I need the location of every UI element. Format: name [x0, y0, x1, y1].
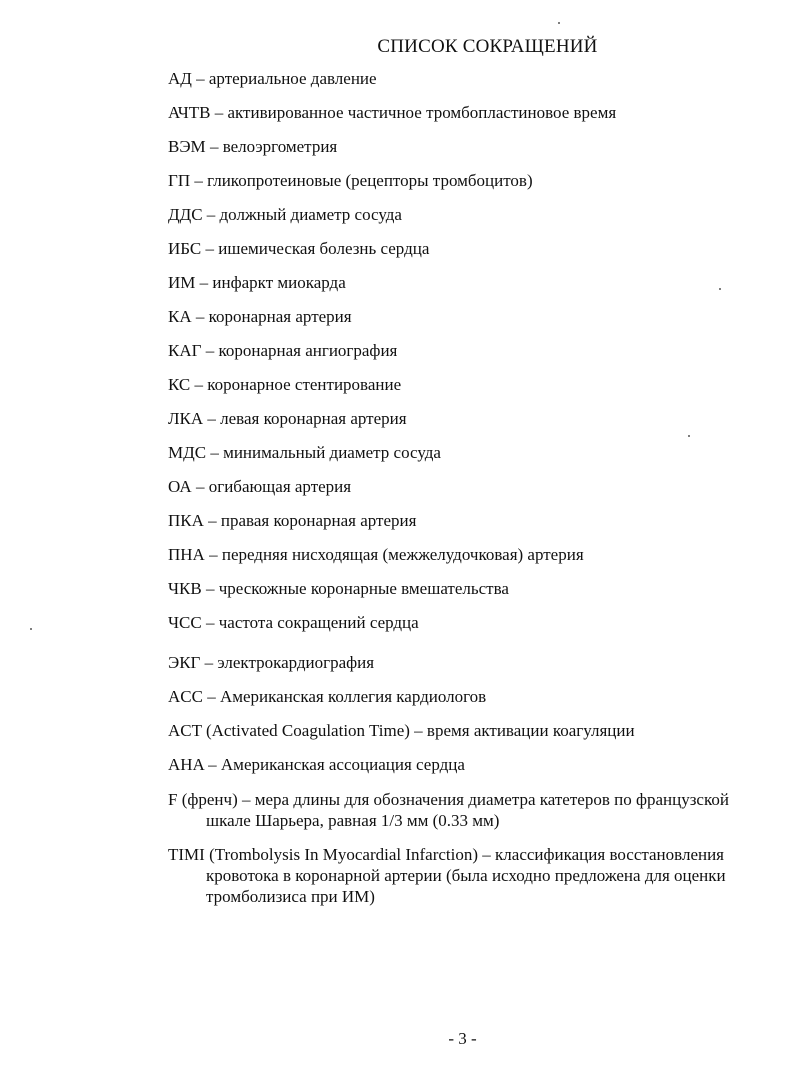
abbr-separator: –	[191, 307, 209, 326]
abbr-separator: –	[201, 613, 219, 632]
abbr-term: АД	[168, 69, 192, 88]
list-item	[168, 754, 766, 775]
list-item	[168, 204, 766, 225]
page-title: СПИСОК СОКРАЩЕНИЙ	[377, 36, 598, 57]
abbr-term: ИБС	[168, 239, 202, 258]
abbr-term: F (френч)	[168, 790, 238, 809]
abbr-separator: –	[206, 443, 224, 462]
list-item	[168, 686, 766, 707]
abbr-term: ACT (Activated Coagulation Time)	[168, 721, 410, 740]
abbr-definition: коронарное стентирование	[207, 375, 402, 394]
list-item	[168, 408, 766, 429]
abbr-separator: –	[201, 341, 219, 360]
list-item	[168, 442, 766, 463]
abbr-separator: –	[237, 790, 255, 809]
abbr-term: КА	[168, 307, 192, 326]
abbr-definition: передняя нисходящая (межжелудочковая) артерия	[221, 545, 584, 564]
abbr-separator: –	[478, 845, 496, 864]
list-item	[168, 238, 766, 259]
abbr-definition: коронарная артерия	[208, 307, 352, 326]
abbr-term: МДС	[168, 443, 207, 462]
abbr-term: ЧСС	[168, 613, 202, 632]
abbr-separator: –	[202, 687, 220, 706]
page-number: - 3 -	[448, 1029, 477, 1048]
abbr-separator: –	[201, 239, 219, 258]
list-item	[168, 612, 766, 633]
abbr-definition: велоэргометрия	[222, 137, 338, 156]
abbr-term: AHA	[168, 755, 204, 774]
list-item	[168, 68, 766, 89]
abbr-definition: огибающая артерия	[208, 477, 352, 496]
list-item	[168, 652, 766, 673]
abbr-separator: –	[205, 137, 223, 156]
abbr-term: ИМ	[168, 273, 196, 292]
abbr-term: ОА	[168, 477, 192, 496]
abbr-separator: –	[409, 721, 427, 740]
list-item	[168, 844, 766, 907]
list-item	[168, 102, 766, 123]
abbr-definition: Американская ассоциация сердца	[220, 755, 465, 774]
abbr-definition: правая коронарная артерия	[220, 511, 417, 530]
abbr-term: ACC	[168, 687, 203, 706]
abbr-definition: артериальное давление	[208, 69, 377, 88]
abbr-term: ЛКА	[168, 409, 204, 428]
abbr-separator: –	[203, 511, 221, 530]
list-item	[168, 789, 736, 831]
abbr-term: ПКА	[168, 511, 204, 530]
abbr-definition: мера длины для обозначения диаметра катетеров по французской шкале Шарьера, равная 1/3 мм (0.33 мм)	[206, 790, 729, 830]
abbr-separator: –	[190, 375, 208, 394]
scan-speck	[558, 22, 560, 24]
abbr-definition: левая коронарная артерия	[220, 409, 407, 428]
list-item	[168, 340, 766, 361]
list-item	[168, 720, 766, 741]
abbr-separator: –	[200, 653, 218, 672]
abbr-definition: классификация восстановления кровотока в коронарной артерии (была исходно предложена для оценки тромболизиса при ИМ)	[206, 845, 726, 906]
abbr-definition: Американская коллегия кардиологов	[219, 687, 487, 706]
abbr-separator: –	[204, 545, 222, 564]
abbr-term: КС	[168, 375, 191, 394]
abbr-definition: гликопротеиновые (рецепторы тромбоцитов)	[207, 171, 533, 190]
abbr-definition: чрескожные коронарные вмешательства	[218, 579, 509, 598]
abbr-definition: минимальный диаметр сосуда	[223, 443, 441, 462]
abbr-term: ЧКВ	[168, 579, 202, 598]
list-item	[168, 306, 766, 327]
abbr-separator: –	[203, 409, 221, 428]
abbr-term: КАГ	[168, 341, 202, 360]
abbr-definition: должный диаметр сосуда	[219, 205, 402, 224]
abbr-term: TIMI (Trombolysis In Myocardial Infarction)	[168, 845, 479, 864]
abbr-definition: инфаркт миокарда	[212, 273, 346, 292]
list-item	[168, 170, 766, 191]
abbr-definition: частота сокращений сердца	[218, 613, 419, 632]
abbr-term: ПНА	[168, 545, 205, 564]
list-item	[168, 272, 766, 293]
abbr-separator: –	[202, 205, 220, 224]
abbr-term: ЭКГ	[168, 653, 201, 672]
list-item	[168, 510, 766, 531]
scan-speck	[688, 435, 690, 437]
abbr-term: ГП	[168, 171, 191, 190]
list-item	[168, 136, 766, 157]
abbr-term: ДДС	[168, 205, 203, 224]
abbr-term: ВЭМ	[168, 137, 206, 156]
list-item	[168, 578, 766, 599]
abbr-separator: –	[201, 579, 219, 598]
abbr-definition: время активации коагуляции	[426, 721, 635, 740]
list-item	[168, 544, 766, 565]
abbr-separator: –	[210, 103, 228, 122]
abbr-separator: –	[191, 69, 209, 88]
scan-speck	[719, 288, 721, 290]
abbr-definition: активированное частичное тромбопластиновое время	[227, 103, 617, 122]
abbr-separator: –	[191, 477, 209, 496]
abbr-definition: электрокардиография	[217, 653, 375, 672]
list-item	[168, 374, 766, 395]
abbr-separator: –	[190, 171, 208, 190]
abbr-term: АЧТВ	[168, 103, 211, 122]
abbr-separator: –	[195, 273, 213, 292]
abbr-definition: ишемическая болезнь сердца	[218, 239, 430, 258]
scan-speck	[30, 628, 32, 630]
abbr-definition: коронарная ангиография	[218, 341, 398, 360]
abbr-separator: –	[203, 755, 221, 774]
list-item	[168, 476, 766, 497]
